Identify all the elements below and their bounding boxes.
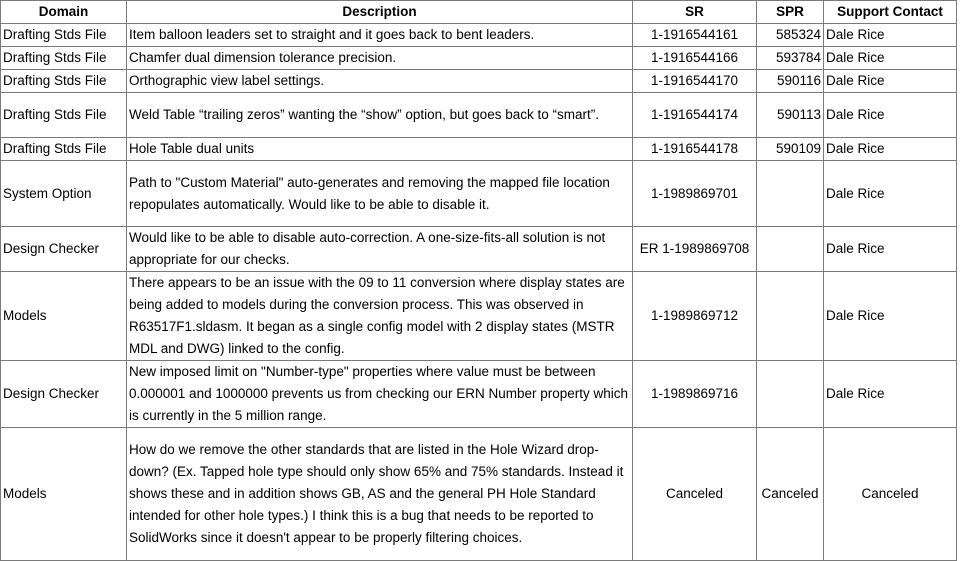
spr-cell [757, 161, 824, 227]
table-row [1, 272, 957, 361]
support-contact-cell: Dale Rice [824, 138, 957, 161]
table-row [1, 70, 957, 93]
description-cell: Chamfer dual dimension tolerance precision. [127, 47, 633, 70]
table-row [1, 227, 957, 272]
support-contact-cell: Dale Rice [824, 93, 957, 138]
spr-cell [757, 361, 824, 428]
sr-cell: 1-1916544178 [633, 138, 757, 161]
spr-cell: 590113 [757, 93, 824, 138]
table-row [1, 47, 957, 70]
sr-cell: 1-1916544174 [633, 93, 757, 138]
sr-cell: 1-1916544166 [633, 47, 757, 70]
description-cell: Item balloon leaders set to straight and it goes back to bent leaders. [127, 24, 633, 47]
table-row [1, 428, 957, 561]
description-cell: Hole Table dual units [127, 138, 633, 161]
spr-cell: 593784 [757, 47, 824, 70]
domain-cell: Drafting Stds File [1, 138, 127, 161]
description-cell: Path to "Custom Material" auto-generates and removing the mapped file location repopulates automatically. Would like to be able to disable it. [127, 161, 633, 227]
table-row [1, 138, 957, 161]
spr-cell: Canceled [757, 428, 824, 561]
description-cell: New imposed limit on "Number-type" properties where value must be between 0.000001 and 1000000 prevents us from checking our ERN Number property which is currently in the 5 million range. [127, 361, 633, 428]
domain-cell: Drafting Stds File [1, 24, 127, 47]
description-cell: Orthographic view label settings. [127, 70, 633, 93]
description-column-header: Description [127, 1, 633, 24]
support-contact-cell: Dale Rice [824, 47, 957, 70]
spr-cell [757, 272, 824, 361]
spr-cell: 590116 [757, 70, 824, 93]
sr-cell: 1-1989869712 [633, 272, 757, 361]
support-contact-cell: Canceled [824, 428, 957, 561]
support-contact-cell: Dale Rice [824, 161, 957, 227]
support-contact-cell: Dale Rice [824, 361, 957, 428]
domain-cell: Drafting Stds File [1, 70, 127, 93]
spr-cell: 590109 [757, 138, 824, 161]
table-row [1, 93, 957, 138]
table-row [1, 361, 957, 428]
domain-column-header: Domain [1, 1, 127, 24]
table-row [1, 24, 957, 47]
description-cell: There appears to be an issue with the 09 to 11 conversion where display states are being added to models during the conversion process. This was observed in R63517F1.sldasm. It began as a single config model with 2 display states (MSTR MDL and DWG) linked to the config. [127, 272, 633, 361]
spr-cell: 585324 [757, 24, 824, 47]
spr-cell [757, 227, 824, 272]
support-contact-cell: Dale Rice [824, 272, 957, 361]
description-cell: How do we remove the other standards that are listed in the Hole Wizard drop-down? (Ex. Tapped hole type should only show 65% and 75% standards. Instead it shows these and in addition shows GB, AS and the general PH Hole Standard intended for other hole types.) I think this is a bug that needs to be reported to SolidWorks since it doesn't appear to be properly filtering choices. [127, 428, 633, 561]
domain-cell: Design Checker [1, 227, 127, 272]
description-cell: Would like to be able to disable auto-correction. A one-size-fits-all solution is not appropriate for our checks. [127, 227, 633, 272]
support-contact-cell: Dale Rice [824, 24, 957, 47]
sr-cell: Canceled [633, 428, 757, 561]
sr-cell: ER 1-1989869708 [633, 227, 757, 272]
support-contact-cell: Dale Rice [824, 70, 957, 93]
table-row [1, 161, 957, 227]
domain-cell: Models [1, 428, 127, 561]
support-contact-column-header: Support Contact [824, 1, 957, 24]
spr-column-header: SPR [757, 1, 824, 24]
header-row [1, 1, 957, 24]
domain-cell: Drafting Stds File [1, 47, 127, 70]
sr-cell: 1-1916544170 [633, 70, 757, 93]
support-contact-cell: Dale Rice [824, 227, 957, 272]
domain-cell: Design Checker [1, 361, 127, 428]
domain-cell: Drafting Stds File [1, 93, 127, 138]
sr-column-header: SR [633, 1, 757, 24]
domain-cell: Models [1, 272, 127, 361]
sr-cell: 1-1989869716 [633, 361, 757, 428]
description-cell: Weld Table “trailing zeros” wanting the “show” option, but goes back to “smart”. [127, 93, 633, 138]
sr-cell: 1-1989869701 [633, 161, 757, 227]
domain-cell: System Option [1, 161, 127, 227]
sr-cell: 1-1916544161 [633, 24, 757, 47]
